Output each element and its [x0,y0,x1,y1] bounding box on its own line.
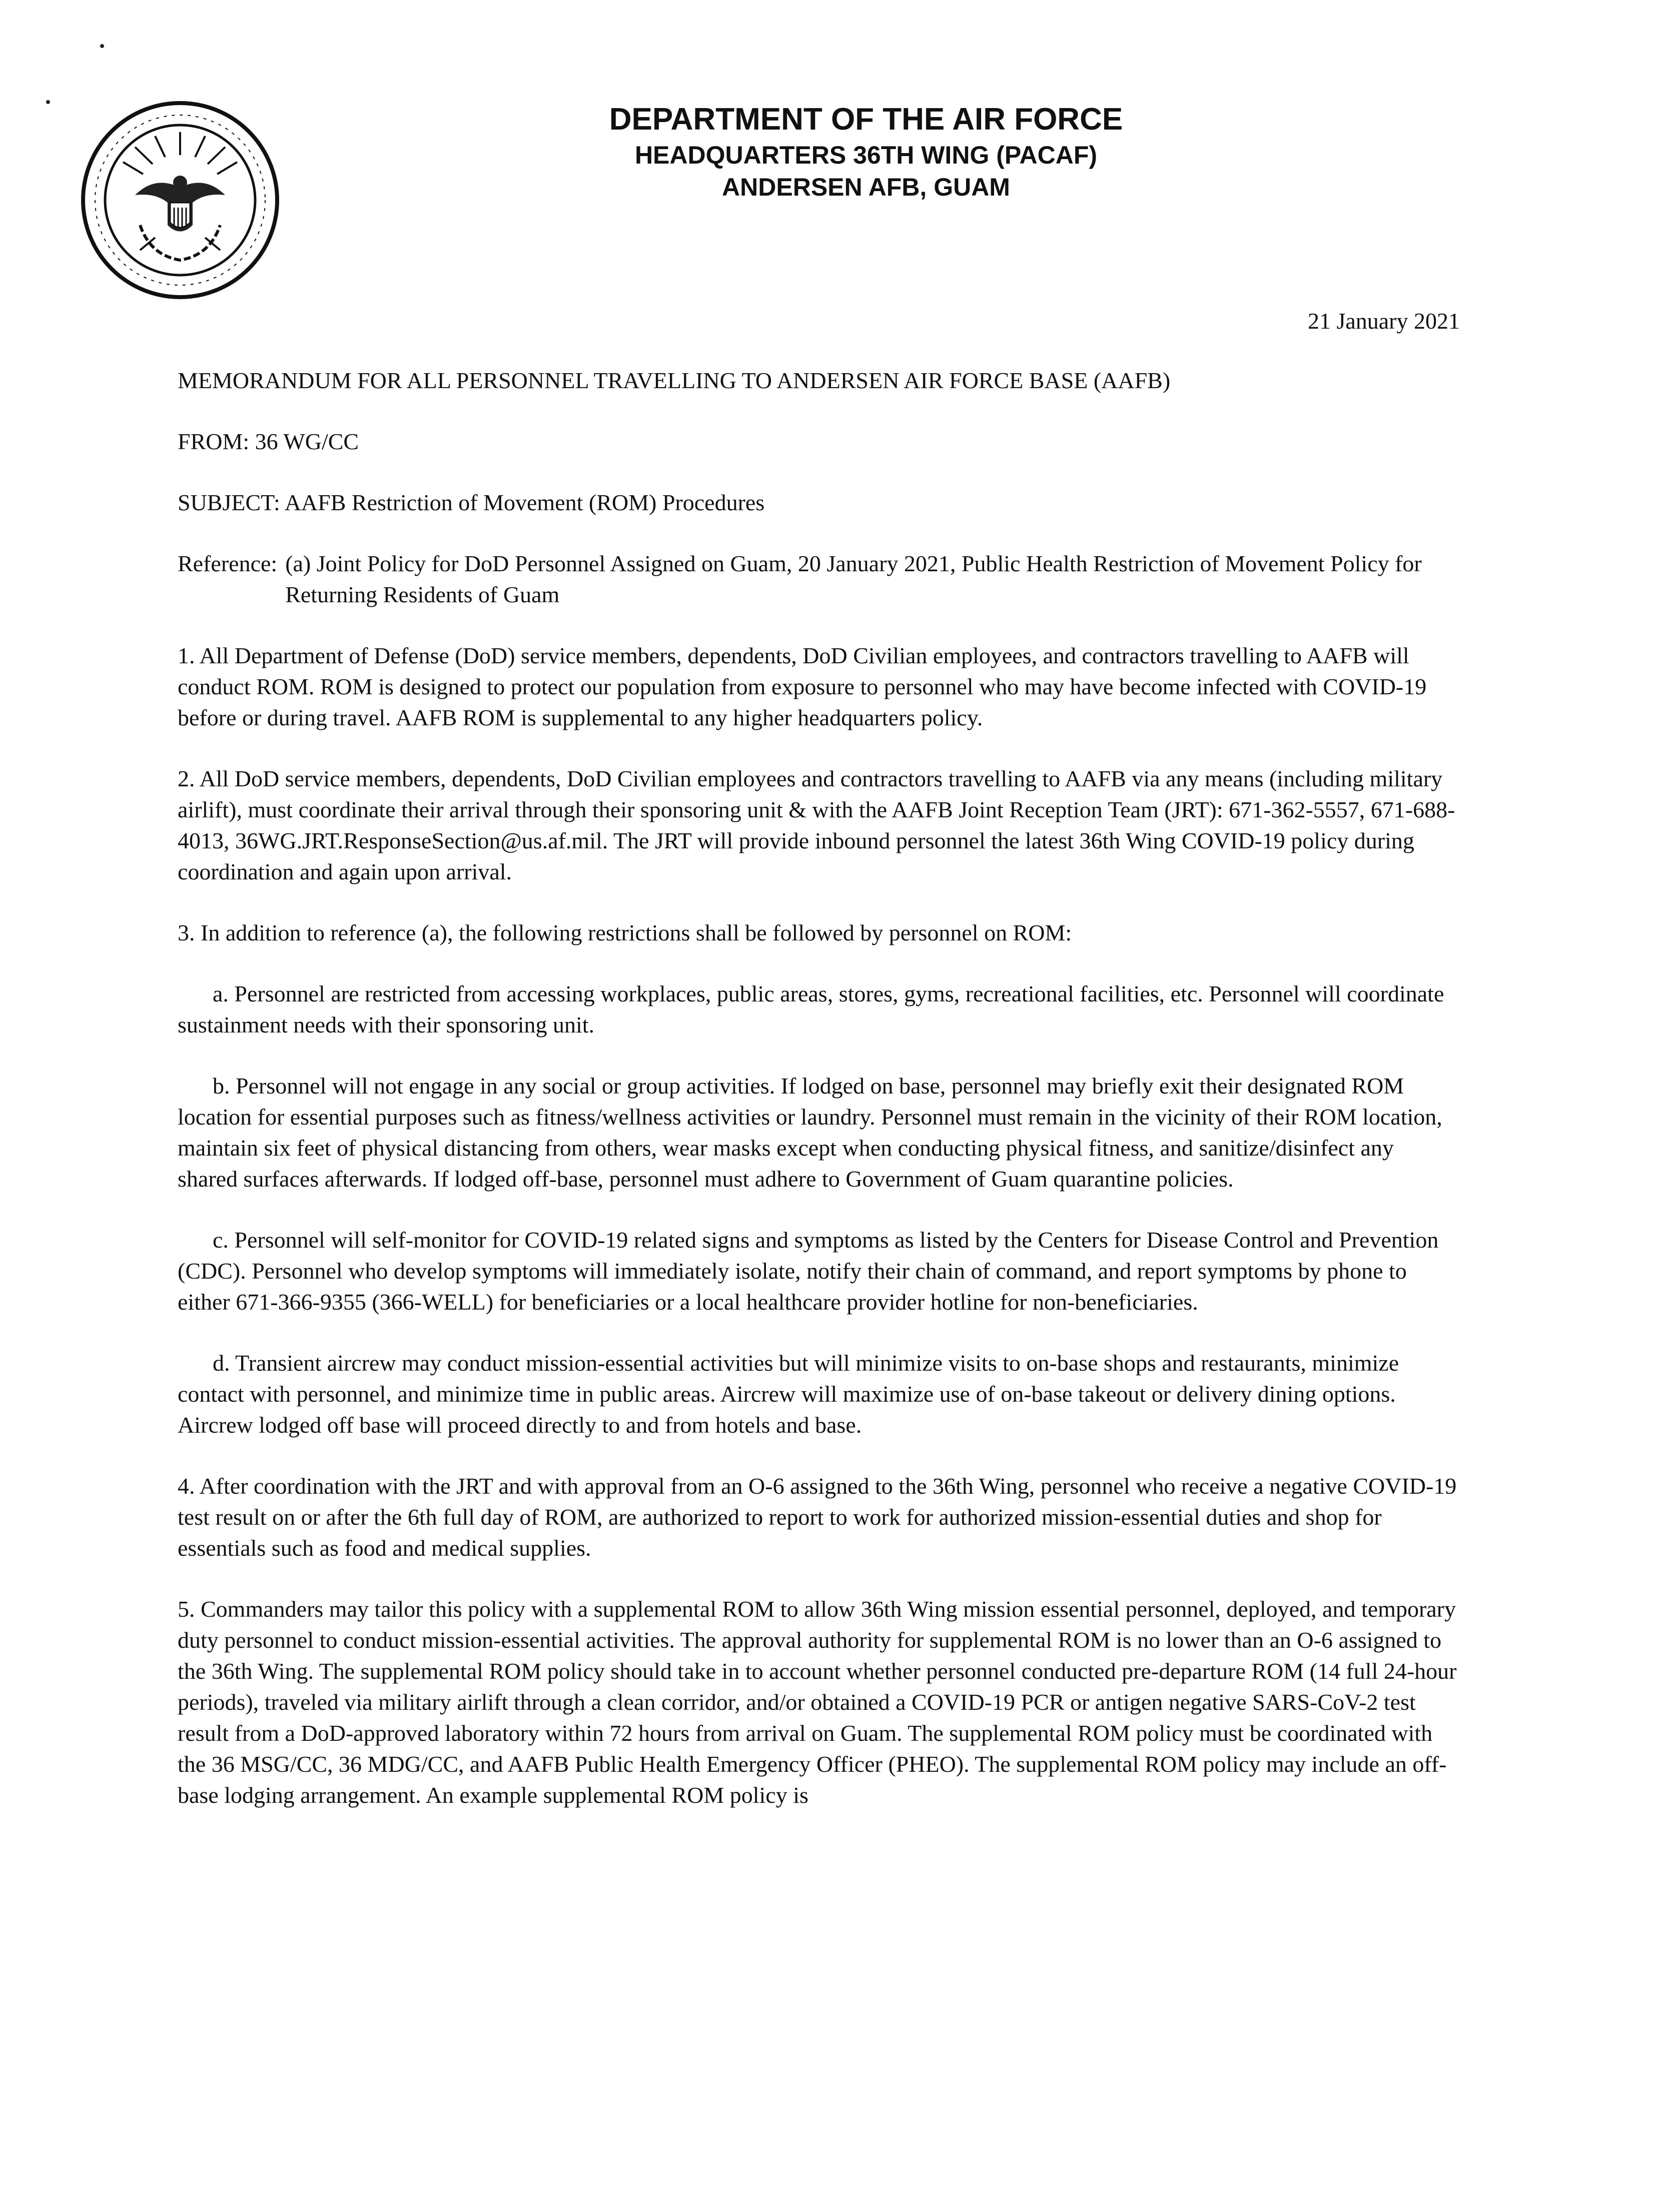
paragraph-5: 5. Commanders may tailor this policy with a supplemental ROM to allow 36th Wing mission essential personnel, deployed, and temporary duty personnel to conduct mission-essential activities. The approval authority for supplemental ROM is no lower than an O-6 assigned to the 36th Wing. The supplemental ROM policy should take in to account whether personnel conducted pre-departure ROM (14 full 24-hour periods), traveled via military airlift through a clean corridor, and/or obtained a COVID-19 PCR or antigen negative SARS-CoV-2 test result from a DoD-approved laboratory within 72 hours from arrival on Guam. The supplemental ROM policy must be coordinated with the 36 MSG/CC, 36 MDG/CC, and AAFB Public Health Emergency Officer (PHEO). The supplemental ROM policy may include an off-base lodging arrangement. An example supplemental ROM policy is [178,1596,1457,1808]
memo-subject-line: SUBJECT: AAFB Restriction of Movement (ROM) Procedures [178,490,765,515]
subparagraph-b: b. Personnel will not engage in any social or group activities. If lodged on base, personnel may briefly exit their designated ROM location for essential purposes such as fitness/wellness activities or laundry. Personnel must remain in the vicinity of their ROM location, maintain six feet of physical distancing from others, wear masks except when conducting physical fitness, and sanitize/disinfect any shared surfaces afterwards. If lodged off-base, personnel must adhere to Government of Guam quarantine policies. [178,1073,1442,1192]
subparagraph-c: c. Personnel will self-monitor for COVID-19 related signs and symptoms as listed by the Centers for Disease Control and Prevention (CDC). Personnel who develop symptoms will immediately isolate, notify their chain of command, and report symptoms by phone to either 671-366-9355 (366-WELL) for beneficiaries or a local healthcare provider hotline for non-beneficiaries. [178,1227,1439,1315]
memo-from-line: FROM: 36 WG/CC [178,429,359,454]
letterhead [0,100,1680,203]
paragraph-3: 3. In addition to reference (a), the following restrictions shall be followed by personnel on ROM: [178,920,1072,945]
memo-for-line: MEMORANDUM FOR ALL PERSONNEL TRAVELLING TO ANDERSEN AIR FORCE BASE (AAFB) [178,368,1171,393]
memo-date: 21 January 2021 [1307,308,1460,334]
letterhead-headquarters: HEADQUARTERS 36TH WING (PACAF) [634,141,1098,169]
paragraph-4: 4. After coordination with the JRT and with approval from an O-6 assigned to the 36th Wing, personnel who receive a negative COVID-19 test result on or after the 6th full day of ROM, are authorized to report to work for authorized mission-essential duties and shop for essentials such as food and medical supplies. [178,1473,1457,1561]
scan-speck [100,44,104,48]
letterhead-department: DEPARTMENT OF THE AIR FORCE [609,102,1123,137]
paragraph-2: 2. All DoD service members, dependents, DoD Civilian employees and contractors travelling to AAFB via any means (including military airlift), must coordinate their arrival through their sponsoring unit & with the AAFB Joint Reception Team (JRT): 671-362-5557, 671-688-4013, 36WG.JRT.ResponseSection@us.af.mil. The JRT will provide inbound personnel the latest 36th Wing COVID-19 policy during coordination and again upon arrival. [178,766,1455,884]
subparagraph-a: a. Personnel are restricted from accessing workplaces, public areas, stores, gyms, recreational facilities, etc. Personnel will coordinate sustainment needs with their sponsoring unit. [178,981,1444,1037]
reference-label: Reference: [178,551,278,576]
subparagraph-d: d. Transient aircrew may conduct mission-essential activities but will minimize visits to on-base shops and restaurants, minimize contact with personnel, and minimize time in public areas. Aircrew will maximize use of on-base takeout or delivery dining options. Aircrew lodged off base will proceed directly to and from hotels and base. [178,1350,1399,1438]
paragraph-1: 1. All Department of Defense (DoD) service members, dependents, DoD Civilian employees, and contractors travelling to AAFB will conduct ROM. ROM is designed to protect our population from exposure to personnel who may have become infected with COVID-19 before or during travel. AAFB ROM is supplemental to any higher headquarters policy. [178,643,1427,730]
letterhead-location: ANDERSEN AFB, GUAM [722,173,1010,201]
memo-reference [178,548,1458,610]
reference-text: (a) Joint Policy for DoD Personnel Assigned on Guam, 20 January 2021, Public Health Restriction of Movement Policy for Returning Residents of Guam [285,551,1422,607]
memo-body [178,365,1458,1841]
